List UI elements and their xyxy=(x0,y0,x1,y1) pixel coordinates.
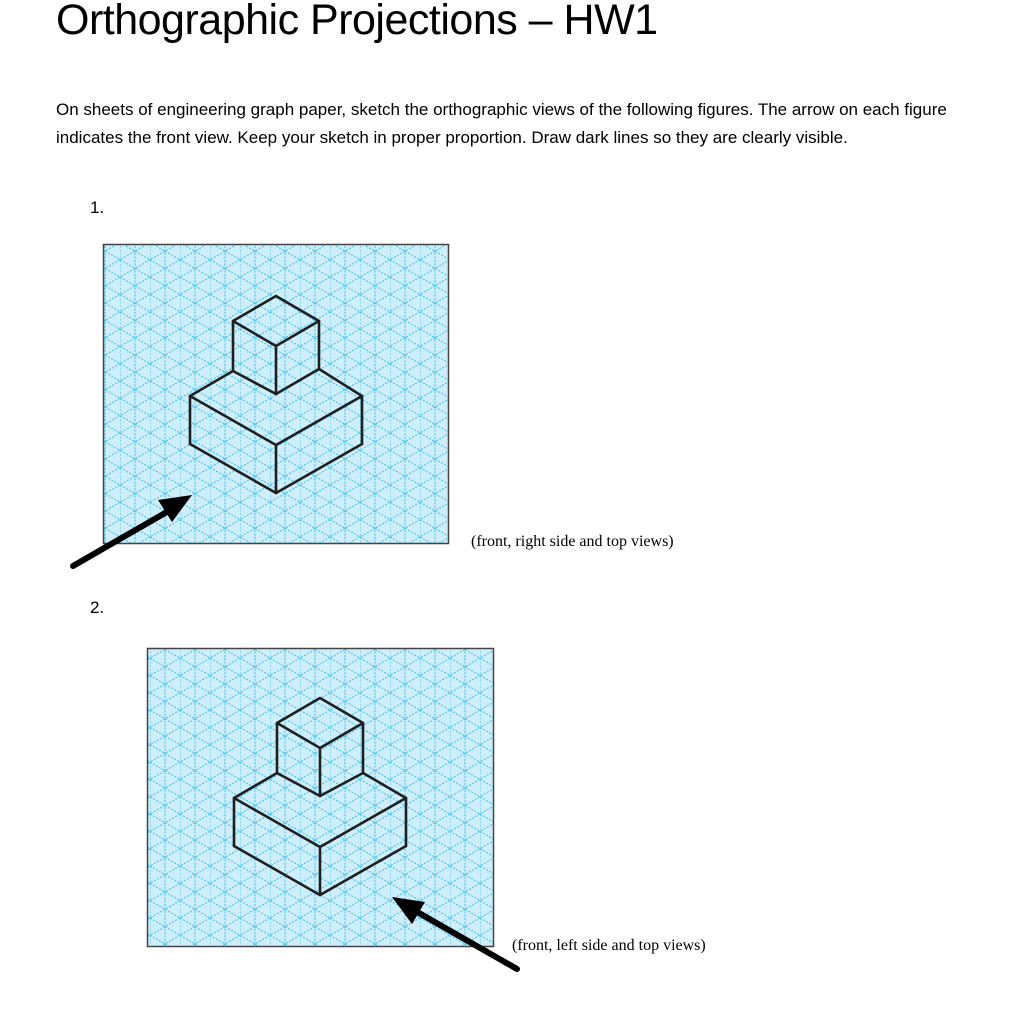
figure-2 xyxy=(148,649,518,970)
figure-2-caption: (front, left side and top views) xyxy=(512,937,706,954)
instructions-paragraph: On sheets of engineering graph paper, sketch the orthographic views of the following figures. The arrow on each figure indicates the front view. Keep your sketch in proper proportion. Draw dark lines so they are clearly visible. xyxy=(56,100,947,147)
figure-1-caption: (front, right side and top views) xyxy=(471,533,674,550)
figure-1 xyxy=(73,245,449,567)
page-title: Orthographic Projections – HW1 xyxy=(56,0,658,44)
figure-2-grid xyxy=(148,649,494,947)
problem-1-number: 1. xyxy=(90,198,105,217)
problem-2-number: 2. xyxy=(90,598,105,617)
